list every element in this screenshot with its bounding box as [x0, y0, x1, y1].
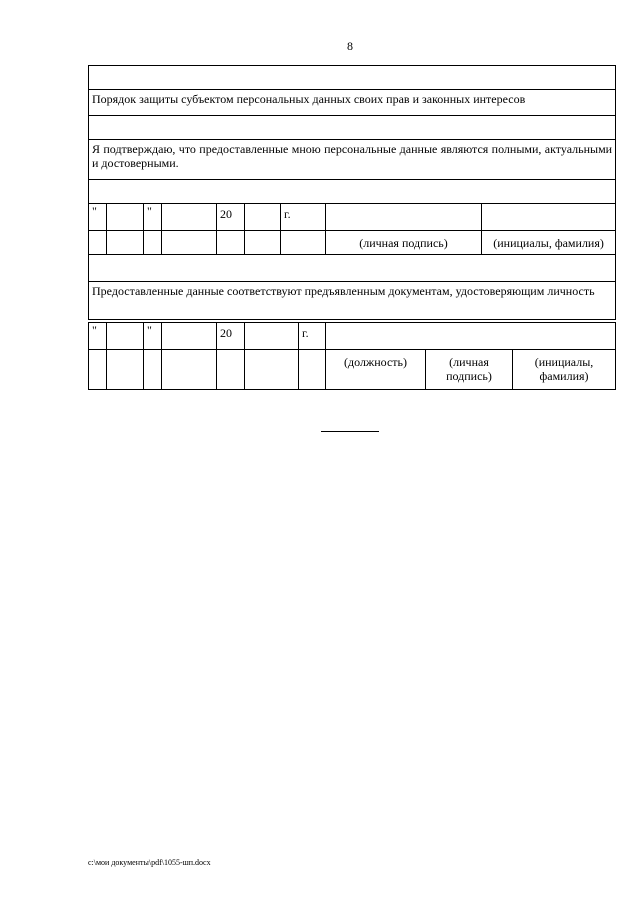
- signature-field[interactable]: [326, 204, 482, 231]
- empty-cell: [217, 350, 245, 390]
- year-field[interactable]: [245, 204, 281, 231]
- confirmation-text: Я подтверждаю, что предоставленные мною персональные данные являются полными, актуальными и достоверными.: [92, 142, 613, 170]
- quote-open: ": [92, 323, 97, 337]
- empty-cell: [107, 231, 144, 255]
- empty-cell: [217, 231, 245, 255]
- year-suffix: г.: [302, 326, 309, 340]
- blank-row: [89, 180, 616, 204]
- empty-cell: [89, 231, 107, 255]
- rights-protection-label: Порядок защиты субъектом персональных данных своих прав и законных интересов: [92, 92, 526, 106]
- empty-cell: [299, 350, 326, 390]
- verification-text: Предоставленные данные соответствуют предъявленным документам, удостоверяющим личность: [92, 284, 595, 298]
- quote-close: ": [147, 323, 152, 337]
- signature-caption-cell: [326, 231, 482, 255]
- day-field[interactable]: [107, 204, 144, 231]
- verifier-signature-caption-cell: [426, 350, 513, 390]
- empty-cell: [144, 350, 162, 390]
- initials-field[interactable]: [482, 204, 616, 231]
- closing-rule: [321, 431, 379, 432]
- form-table-part2: [88, 322, 616, 390]
- day-field[interactable]: [107, 323, 144, 350]
- page-number: 8: [347, 39, 353, 53]
- verification-row: [89, 282, 616, 320]
- month-field[interactable]: [162, 323, 217, 350]
- empty-cell: [281, 231, 326, 255]
- initials-caption-cell: [482, 231, 616, 255]
- quote-open-cell: [89, 204, 107, 231]
- quote-open-cell: [89, 323, 107, 350]
- verifier-signature-caption: (личная подпись): [446, 355, 492, 383]
- quote-open: ": [92, 204, 97, 218]
- empty-cell: [107, 350, 144, 390]
- signature-caption: (личная подпись): [359, 236, 448, 250]
- empty-cell: [245, 231, 281, 255]
- year-suffix-cell: [299, 323, 326, 350]
- verifier-initials-caption-cell: [513, 350, 616, 390]
- empty-cell: [144, 231, 162, 255]
- empty-cell: [162, 231, 217, 255]
- year-prefix-cell: [217, 323, 245, 350]
- year-prefix-cell: [217, 204, 245, 231]
- verifier-signature-field[interactable]: [326, 323, 616, 350]
- position-caption-cell: [326, 350, 426, 390]
- initials-caption: (инициалы, фамилия): [493, 236, 604, 250]
- confirmation-row: [89, 140, 616, 180]
- empty-cell: [245, 350, 299, 390]
- rights-protection-row: [89, 90, 616, 116]
- form-table-part1: [88, 65, 616, 320]
- empty-cell: [89, 350, 107, 390]
- year-prefix: 20: [220, 207, 232, 221]
- year-field[interactable]: [245, 323, 299, 350]
- position-caption: (должность): [344, 355, 407, 369]
- blank-row: [89, 116, 616, 140]
- year-prefix: 20: [220, 326, 232, 340]
- blank-row: [89, 66, 616, 90]
- quote-close: ": [147, 204, 152, 218]
- year-suffix: г.: [284, 207, 291, 221]
- footer-file-path: c:\мои документы\pdf\1055-шп.docx: [88, 858, 211, 867]
- quote-close-cell: [144, 204, 162, 231]
- quote-close-cell: [144, 323, 162, 350]
- empty-cell: [162, 350, 217, 390]
- verifier-initials-caption: (инициалы, фамилия): [534, 355, 594, 383]
- year-suffix-cell: [281, 204, 326, 231]
- month-field[interactable]: [162, 204, 217, 231]
- blank-row: [89, 255, 616, 282]
